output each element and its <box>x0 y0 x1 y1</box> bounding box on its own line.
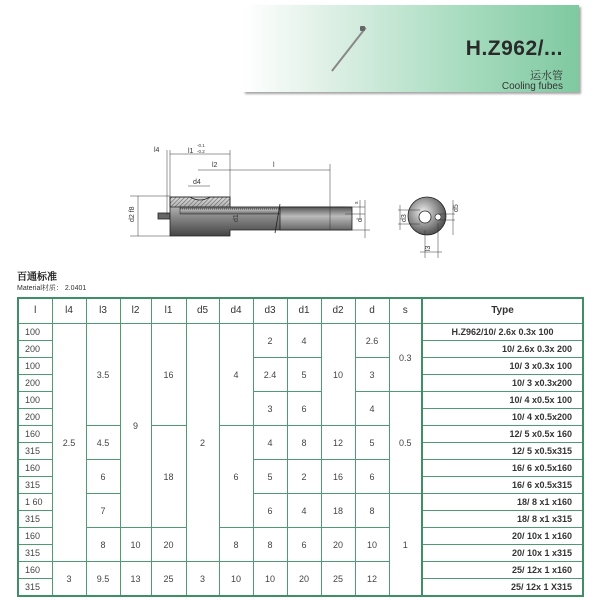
column-header-type: Type <box>422 298 583 324</box>
column-header-d4: d4 <box>219 298 253 324</box>
table-header-row <box>18 298 583 324</box>
cell-type: 25/ 12x 1 X315 <box>422 579 583 597</box>
cell-l: 160 <box>18 562 52 579</box>
cell-l: 160 <box>18 460 52 477</box>
cell-l: 160 <box>18 426 52 443</box>
label-l2: l2 <box>212 162 218 169</box>
cell-type: 16/ 6 x0.5x160 <box>422 460 583 477</box>
cell-d1: 4 <box>287 494 321 528</box>
cell-type: 12/ 5 x0.5x315 <box>422 443 583 460</box>
cell-d: 10 <box>355 528 389 562</box>
cell-s: 1 <box>389 494 422 597</box>
column-header-s: s <box>389 298 422 324</box>
cell-type: 10/ 3 x0.3x200 <box>422 375 583 392</box>
cell-l1: 25 <box>151 562 186 597</box>
label-d1: d1 <box>233 214 240 222</box>
column-header-l: l <box>18 298 52 324</box>
table-row <box>18 324 583 341</box>
cell-d2: 20 <box>321 528 355 562</box>
cell-type: 10/ 4 x0.5x 100 <box>422 392 583 409</box>
standard-label: 百通标准 <box>17 272 57 283</box>
product-code: H.Z962/... <box>465 37 563 60</box>
label-l1: l1 <box>188 148 194 155</box>
cell-d4: 4 <box>219 324 253 426</box>
cell-d2: 25 <box>321 562 355 597</box>
product-banner <box>243 5 579 92</box>
cell-s: 0.5 <box>389 392 422 494</box>
column-header-d: d <box>355 298 389 324</box>
material-label: Material材质： 2.0401 <box>17 285 87 292</box>
cell-d3: 8 <box>253 528 287 562</box>
cell-type: 16/ 6 x0.5x315 <box>422 477 583 494</box>
cell-d3: 4 <box>253 426 287 460</box>
cell-l3: 8 <box>86 528 120 562</box>
cell-l: 315 <box>18 443 52 460</box>
cell-l: 315 <box>18 511 52 528</box>
cell-d1: 5 <box>287 358 321 392</box>
cell-d: 3 <box>355 358 389 392</box>
cell-l3: 9.5 <box>86 562 120 597</box>
cell-l: 160 <box>18 528 52 545</box>
cell-l: 200 <box>18 341 52 358</box>
label-d5: d5 <box>453 204 460 212</box>
table-row <box>18 460 583 477</box>
cell-d3: 3 <box>253 392 287 426</box>
cell-l3: 4.5 <box>86 426 120 460</box>
cell-d: 4 <box>355 392 389 426</box>
cell-d1: 6 <box>287 528 321 562</box>
cell-d4: 10 <box>219 562 253 597</box>
table-row <box>18 494 583 511</box>
cell-d5: 3 <box>186 562 219 597</box>
technical-drawing <box>120 130 480 265</box>
cell-type: 25/ 12x 1 x160 <box>422 562 583 579</box>
label-l3: l3 <box>425 245 432 251</box>
column-header-d3: d3 <box>253 298 287 324</box>
cell-l: 200 <box>18 375 52 392</box>
label-d2: d2 f8 <box>129 206 136 222</box>
cell-l2: 13 <box>120 562 151 597</box>
label-d: d <box>357 218 364 222</box>
cell-d4: 6 <box>219 426 253 528</box>
product-title-en: Cooling fubes <box>501 81 563 92</box>
cell-l3: 7 <box>86 494 120 528</box>
cell-l: 100 <box>18 358 52 375</box>
label-s: s <box>354 201 360 204</box>
column-header-d5: d5 <box>186 298 219 324</box>
cell-d: 5 <box>355 426 389 460</box>
column-header-l2: l2 <box>120 298 151 324</box>
table-row <box>18 562 583 579</box>
cell-l3: 3.5 <box>86 324 120 426</box>
cell-l1: 18 <box>151 426 186 528</box>
cell-l: 315 <box>18 545 52 562</box>
label-l4: l4 <box>154 147 160 154</box>
cell-d4: 8 <box>219 528 253 562</box>
cell-d2: 10 <box>321 324 355 426</box>
cell-d: 2.6 <box>355 324 389 358</box>
label-l1-tol-lower: -0.2 <box>197 149 205 154</box>
cooling-tube-image <box>331 27 366 72</box>
label-d4: d4 <box>193 179 201 186</box>
side-view <box>158 197 352 236</box>
cell-l: 100 <box>18 324 52 341</box>
cell-d5: 2 <box>186 324 219 562</box>
cell-d3: 5 <box>253 460 287 494</box>
cell-d: 8 <box>355 494 389 528</box>
cell-l: 315 <box>18 477 52 494</box>
cell-l4: 2.5 <box>52 324 86 562</box>
cell-type: 18/ 8 x1 x315 <box>422 511 583 528</box>
label-l1-tol-upper: -0.1 <box>197 143 205 148</box>
cell-d1: 2 <box>287 460 321 494</box>
cell-d2: 12 <box>321 426 355 460</box>
cell-d: 6 <box>355 460 389 494</box>
product-title-cn: 运水管 <box>530 70 563 82</box>
table-row <box>18 528 583 545</box>
cell-l3: 6 <box>86 460 120 494</box>
cell-s: 0.3 <box>389 324 422 392</box>
cell-l: 200 <box>18 409 52 426</box>
specification-table <box>17 297 584 597</box>
column-header-d2: d2 <box>321 298 355 324</box>
cell-type: 10/ 3 x0.3x 100 <box>422 358 583 375</box>
cell-l1: 16 <box>151 324 186 426</box>
cell-d1: 20 <box>287 562 321 597</box>
table-row <box>18 426 583 443</box>
cell-l4: 3 <box>52 562 86 597</box>
cell-type: H.Z962/10/ 2.6x 0.3x 100 <box>422 324 583 341</box>
cell-type: 10/ 2.6x 0.3x 200 <box>422 341 583 358</box>
cell-type: 10/ 4 x0.5x200 <box>422 409 583 426</box>
column-header-l1: l1 <box>151 298 186 324</box>
cell-l: 1 60 <box>18 494 52 511</box>
end-view <box>398 197 460 258</box>
cell-d2: 16 <box>321 460 355 494</box>
cell-l2: 10 <box>120 528 151 562</box>
cell-l1: 20 <box>151 528 186 562</box>
cell-d2: 18 <box>321 494 355 528</box>
label-d3: d3 <box>401 214 408 222</box>
cell-l: 315 <box>18 579 52 597</box>
cell-d3: 2.4 <box>253 358 287 392</box>
column-header-l3: l3 <box>86 298 120 324</box>
cell-type: 20/ 10x 1 x160 <box>422 528 583 545</box>
cell-d1: 4 <box>287 324 321 358</box>
cell-type: 12/ 5 x0.5x 160 <box>422 426 583 443</box>
cell-type: 20/ 10x 1 x315 <box>422 545 583 562</box>
cell-l2: 9 <box>120 324 151 528</box>
column-header-l4: l4 <box>52 298 86 324</box>
cell-d1: 8 <box>287 426 321 460</box>
cell-d3: 2 <box>253 324 287 358</box>
cell-d1: 6 <box>287 392 321 426</box>
cell-d: 12 <box>355 562 389 597</box>
column-header-d1: d1 <box>287 298 321 324</box>
label-l: l <box>273 162 275 169</box>
cell-d3: 10 <box>253 562 287 597</box>
cell-l: 100 <box>18 392 52 409</box>
cooling-tube-head <box>360 26 365 31</box>
cell-type: 18/ 8 x1 x160 <box>422 494 583 511</box>
cell-d3: 6 <box>253 494 287 528</box>
